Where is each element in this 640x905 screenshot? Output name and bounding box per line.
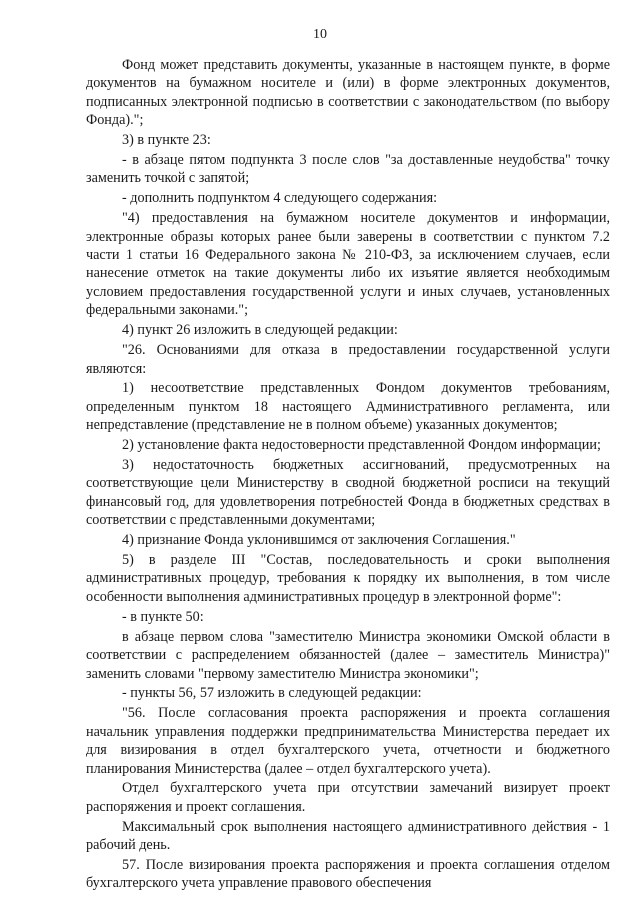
paragraph-item-57-text: 57. После визирования проекта распоряжения и проекта соглашения отделом бухгалтерского учета управление правового обеспечения	[86, 857, 610, 892]
paragraph-subparagraph-4-text: "4) предоставления на бумажном носителе документов и информации, электронные образы которых ранее были заверены в соответствии с пунктом 7.2 части 1 статьи 16 Федерального закона № 210-ФЗ, за исключением случаев, если нанесение отметок на такие документы либо их изъятие является необходимым условием предоставления государственной услуги и иных случаев, установленных федеральными законами.";	[86, 210, 610, 319]
paragraph-item-26-heading: "26. Основаниями для отказа в предоставлении государственной услуги являются:	[86, 342, 610, 377]
paragraph-item-23-subparagraph-3: - в абзаце пятом подпункта 3 после слов "за доставленные неудобства" точку заменить точкой с запятой;	[86, 152, 610, 187]
paragraph-section-3-heading: 5) в разделе III "Состав, последовательность и сроки выполнения административных процедур, требования к порядку их выполнения, в том числе особенности выполнения административных процедур в электронной форме":	[86, 552, 610, 605]
paragraph-item-4-heading: 4) пункт 26 изложить в следующей редакции:	[122, 322, 398, 339]
paragraph-item-50-text: в абзаце первом слова "заместителю Министра экономики Омской области в соответствии с распределением обязанностей (далее – заместитель Министра)" заменить словами "первому заместителю Министра экономики";	[86, 628, 610, 682]
paragraph-items-56-57-heading: - пункты 56, 57 изложить в следующей редакции:	[122, 685, 422, 702]
paragraph-fund-documents: Фонд может представить документы, указанные в настоящем пункте, в форме документов на бумажном носителе и (или) в форме электронных документов, подписанных электронной подписью в соответствии с законодательством (по выбору Фонда).";	[86, 57, 610, 129]
paragraph-accounting-approval: Отдел бухгалтерского учета при отсутствии замечаний визирует проект распоряжения и проект соглашения.	[86, 780, 610, 815]
paragraph-refusal-ground-3: 3) недостаточность бюджетных ассигнований, предусмотренных на соответствующие цели Министерству в сводной бюджетной росписи на текущий финансовый год, для удовлетворения потребностей Фонда в бюджетных средствах в соответствии с представленными документами;	[86, 457, 610, 529]
paragraph-item-56-text: "56. После согласования проекта распоряжения и проекта соглашения начальник управления поддержки предпринимательства Министерства передает их для визирования в отдел бухгалтерского учета, отчетности и бюджетного планирования Министерства (далее – отдел бухгалтерского учета).	[86, 705, 610, 777]
document-body	[86, 56, 610, 893]
paragraph-item-3-heading: 3) в пункте 23:	[122, 132, 211, 149]
paragraph-item-50-heading: - в пункте 50:	[122, 608, 204, 625]
paragraph-add-subparagraph-4: - дополнить подпунктом 4 следующего содержания:	[122, 190, 438, 207]
page-number: 10	[313, 27, 327, 42]
paragraph-refusal-ground-2: 2) установление факта недостоверности представленной Фондом информации;	[122, 437, 601, 454]
paragraph-max-duration: Максимальный срок выполнения настоящего административного действия - 1 рабочий день.	[86, 818, 610, 854]
paragraph-refusal-ground-4: 4) признание Фонда уклонившимся от заключения Соглашения."	[122, 532, 516, 549]
paragraph-refusal-ground-1: 1) несоответствие представленных Фондом документов требованиям, определенным пунктом 18 настоящего Административного регламента, или непредставление (представление не в полном объеме) указанных документов;	[86, 380, 610, 434]
